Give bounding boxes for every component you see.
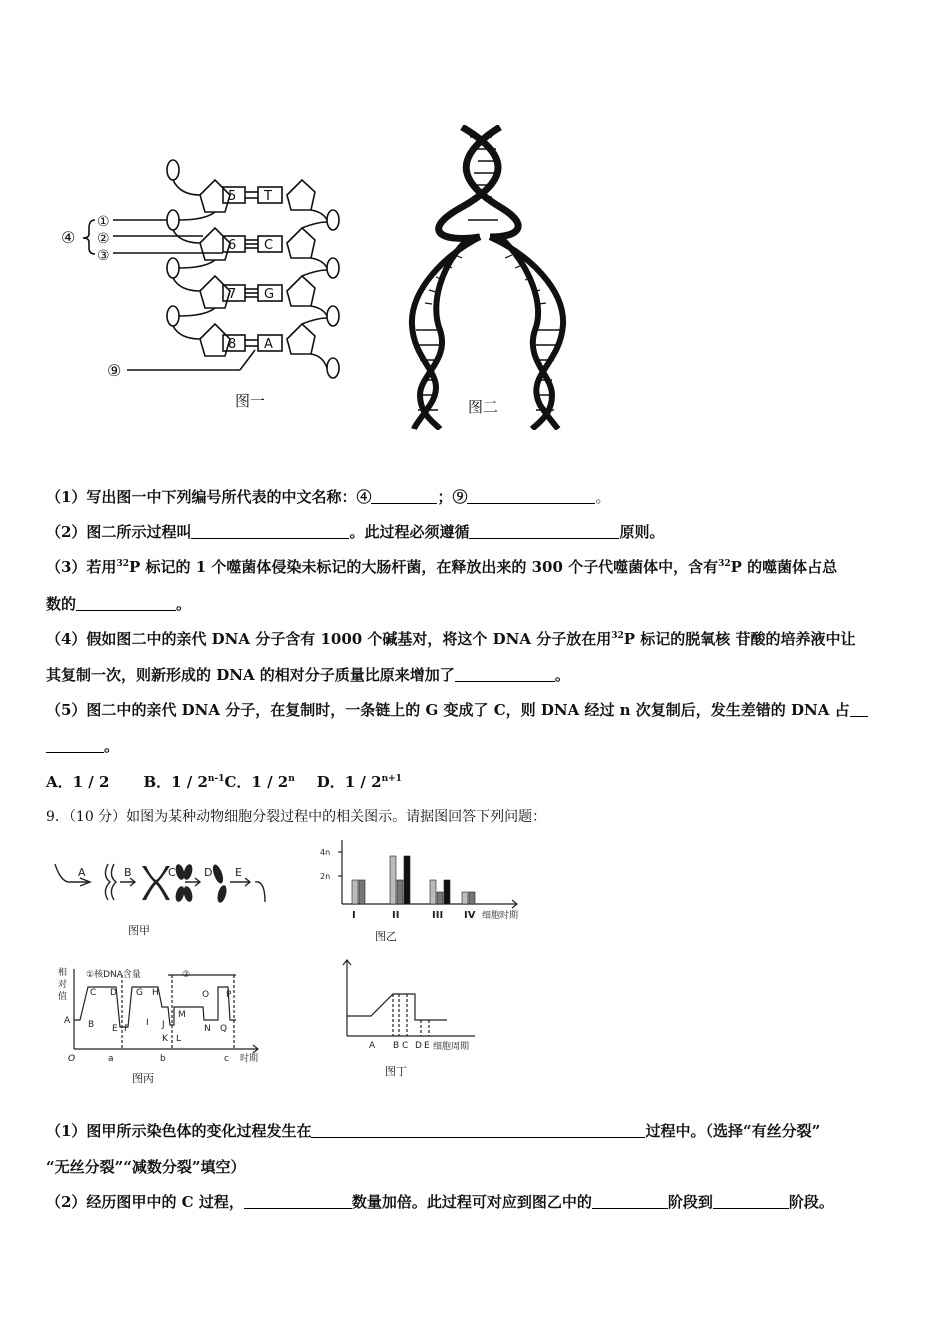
option-a[interactable]: A．1 / 2 <box>46 773 110 791</box>
bing-ylabel-3: 值 <box>58 992 68 1002</box>
jia-step-a: A <box>78 866 86 879</box>
fig1-number-3: 7 <box>228 287 237 302</box>
bing-pt-b: B <box>88 1020 95 1030</box>
fig1-label-1: ① <box>97 214 110 230</box>
ding-tick-d: D <box>415 1041 422 1051</box>
yi-bar <box>359 880 365 904</box>
option-b[interactable]: B．1 / 2 <box>143 773 208 791</box>
jia-step-c: C <box>168 866 176 879</box>
q8-part3-sup2: 32 <box>718 559 731 569</box>
fig1-base-1: T <box>264 189 272 204</box>
figure-bing <box>58 965 278 1065</box>
bing-pt-o: O <box>202 990 210 1000</box>
jia-step-e: E <box>235 866 242 879</box>
yi-bar <box>469 892 475 904</box>
fig1-base-3: G <box>264 287 275 302</box>
yi-bar <box>462 892 468 904</box>
bing-axis-b: b <box>160 1054 166 1064</box>
q8-part3-a: （3）若用 <box>46 558 117 576</box>
q8-part3-line2-text: 数的 <box>46 595 77 613</box>
bing-pt-c: C <box>90 988 97 998</box>
bing-axis-a: a <box>108 1054 114 1064</box>
yi-bars <box>352 856 475 904</box>
q8-part1-mid: ；⑨ <box>437 488 468 506</box>
ding-tick-a: A <box>369 1041 376 1051</box>
q8-part5-blank-a[interactable] <box>850 702 868 717</box>
fig-yi-caption: 图乙 <box>375 930 397 943</box>
q8-part2 <box>46 521 664 542</box>
q8-part5 <box>46 699 868 720</box>
fig1-base-4: A <box>264 337 273 352</box>
q8-part1-text: （1）写出图一中下列编号所代表的中文名称：④ <box>46 488 372 506</box>
figure-1-caption: 图一 <box>235 392 266 410</box>
q8-part4-line2 <box>46 664 570 685</box>
bing-pt-q: Q <box>220 1024 228 1034</box>
q9-part2-blank-3[interactable] <box>713 1194 789 1209</box>
q9-part1-line2: “无丝分裂”“减数分裂”填空） <box>46 1158 246 1176</box>
q8-part3-b: P 标记的 1 个噬菌体侵染未标记的大肠杆菌，在释放出来的 300 个子代噬菌体中，含有 <box>128 558 719 576</box>
bing-pt-f: F <box>124 1024 130 1034</box>
q9-part1 <box>46 1120 820 1141</box>
q8-part4-blank[interactable] <box>455 667 555 682</box>
bing-x-label: 时期 <box>240 1054 259 1064</box>
fig1-label-4: ④ <box>61 228 76 247</box>
bing-pt-a: A <box>64 1016 71 1026</box>
bing-pt-k: K <box>162 1034 168 1044</box>
bing-legend-2: ② <box>182 970 191 980</box>
figure-jia <box>50 852 275 912</box>
q8-part2-blank-2[interactable] <box>469 524 619 539</box>
q8-part3-line2-end: 。 <box>176 595 192 613</box>
figure-ding <box>335 958 485 1058</box>
fig1-base-2: C <box>264 238 274 253</box>
bing-pt-p: P <box>226 990 232 1000</box>
q8-part1-blank-9[interactable] <box>467 489 595 504</box>
bing-pt-h: H <box>152 988 159 998</box>
q8-part4-line2-end: 。 <box>554 666 570 684</box>
yi-bar <box>430 880 436 904</box>
ding-tick-b: B <box>393 1041 400 1051</box>
q8-part4-a: （4）假如图二中的亲代 DNA 分子含有 1000 个碱基对，将这个 DNA 分子放在用 <box>46 630 612 648</box>
option-c[interactable]: C．1 / 2 <box>224 773 289 791</box>
yi-bar <box>390 856 396 904</box>
q8-part5-blank-b[interactable] <box>46 738 104 753</box>
q8-part4-line2-text: 其复制一次，则新形成的 DNA 的相对分子质量比原来增加了 <box>46 666 455 684</box>
fig1-label-3: ③ <box>97 248 110 264</box>
yi-bar <box>437 892 443 904</box>
option-b-sup: n-1 <box>207 774 225 784</box>
option-d-sup: n+1 <box>381 774 402 784</box>
q9-part1-end: 过程中。（选择“有丝分裂” <box>645 1122 821 1140</box>
figure-1-dna-structure <box>55 150 355 390</box>
q8-part2-blank-1[interactable] <box>191 524 349 539</box>
yi-stage-2: II <box>392 910 400 921</box>
q8-options <box>46 771 402 792</box>
fig1-number-2: 6 <box>228 238 237 253</box>
fig1-label-9: ⑨ <box>107 361 122 380</box>
bing-pt-n: N <box>204 1024 211 1034</box>
bing-pt-d: D <box>110 988 117 998</box>
ding-x-label: 细胞周期 <box>433 1042 470 1052</box>
yi-stage-1: I <box>352 910 356 921</box>
q9-part1-blank[interactable] <box>311 1123 645 1138</box>
bing-legend-1: ①核DNA含量 <box>86 970 141 980</box>
q9-part2-mid2: 阶段到 <box>667 1193 713 1211</box>
q9-part2-mid1: 数量加倍。此过程可对应到图乙中的 <box>351 1193 592 1211</box>
q8-part4-sup: 32 <box>611 631 624 641</box>
q9-part2-blank-2[interactable] <box>592 1194 668 1209</box>
q8-part1 <box>46 486 610 507</box>
q9-part2-text: （2）经历图甲中的 C 过程， <box>46 1193 244 1211</box>
q8-part5-end: 。 <box>104 737 120 755</box>
yi-bar <box>397 880 403 904</box>
bing-pt-j: J <box>162 1020 165 1030</box>
q8-part5-line2 <box>46 735 119 756</box>
q9-part1-text: （1）图甲所示染色体的变化过程发生在 <box>46 1122 312 1140</box>
q8-part4 <box>46 628 856 649</box>
fig1-number-1: 5 <box>228 189 237 204</box>
figure-yi <box>312 838 532 928</box>
q8-part2-end: 原则。 <box>619 523 665 541</box>
bing-axis-c: c <box>224 1054 229 1064</box>
figure-2-caption: 图二 <box>468 398 499 416</box>
ding-tick-e: E <box>424 1041 430 1051</box>
q8-part1-blank-4[interactable] <box>371 489 437 504</box>
yi-stage-3: III <box>432 910 444 921</box>
q8-part2-text: （2）图二所示过程叫 <box>46 523 192 541</box>
yi-stage-4: IV <box>464 910 476 921</box>
jia-step-b: B <box>124 866 132 879</box>
q8-part3-blank[interactable] <box>76 596 176 611</box>
q8-part4-b: P 标记的脱氧核 苷酸的培养液中让 <box>623 630 856 648</box>
q8-part3-line2 <box>46 593 191 614</box>
q9-part2-end: 阶段。 <box>788 1193 834 1211</box>
yi-tick-4n: 4n <box>320 848 331 857</box>
option-d[interactable]: D．1 / 2 <box>316 773 382 791</box>
bing-pt-l: L <box>176 1034 182 1044</box>
q8-part3-c: P 的噬菌体占总 <box>730 558 838 576</box>
jia-step-d: D <box>204 866 213 879</box>
fig1-label-2: ② <box>97 231 110 247</box>
bing-pt-i: I <box>146 1018 149 1028</box>
figure-2-dna-replication <box>400 125 580 430</box>
bing-ylabel-2: 对 <box>58 980 68 990</box>
bing-axis-o: O <box>68 1054 76 1064</box>
ding-tick-c: C <box>402 1041 409 1051</box>
bing-pt-e: E <box>112 1024 118 1034</box>
fig-ding-caption: 图丁 <box>385 1065 407 1078</box>
yi-bar <box>352 880 358 904</box>
yi-bar <box>444 880 450 904</box>
q8-part3-sup1: 32 <box>116 559 129 569</box>
option-c-sup: n <box>288 774 295 784</box>
q9-part2 <box>46 1191 834 1212</box>
fig-bing-caption: 图丙 <box>132 1072 154 1085</box>
fig1-number-4: 8 <box>228 337 237 352</box>
q8-part3 <box>46 556 837 577</box>
bing-ylabel-1: 相 <box>58 968 68 978</box>
q8-part2-mid: 。此过程必须遵循 <box>349 523 470 541</box>
fig-jia-caption: 图甲 <box>128 924 150 937</box>
q8-part1-end: 。 <box>595 488 611 506</box>
bing-pt-g: G <box>136 988 143 998</box>
yi-bar <box>404 856 410 904</box>
q9-part2-blank-1[interactable] <box>244 1194 352 1209</box>
bing-pt-m: M <box>178 1010 186 1020</box>
yi-x-label: 细胞时期 <box>482 911 519 921</box>
q8-part5-text: （5）图二中的亲代 DNA 分子，在复制时，一条链上的 G 变成了 C，则 DNA 经过 n 次复制后，发生差错的 DNA 占 <box>46 701 850 719</box>
q9-title: 9．（10 分）如图为某种动物细胞分裂过程中的相关图示。请据图回答下列问题： <box>46 809 547 825</box>
yi-tick-2n: 2n <box>320 872 331 881</box>
